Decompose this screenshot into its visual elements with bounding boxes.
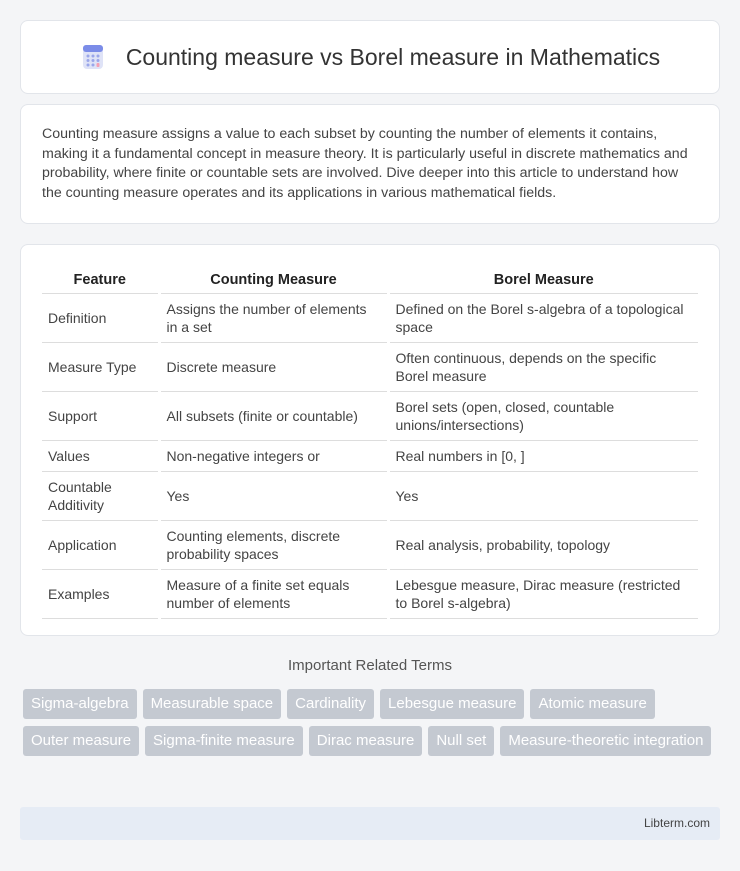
cell-borel: Lebesgue measure, Dirac measure (restricted to Borel s-algebra) (388, 569, 698, 618)
intro-card (20, 104, 720, 224)
table-header-row (42, 265, 698, 293)
comparison-card (20, 244, 720, 636)
cell-counting: Counting elements, discrete probability spaces (159, 520, 388, 569)
term-tag[interactable]: Sigma-algebra (23, 689, 137, 719)
page-title: Counting measure vs Borel measure in Mathematics (125, 43, 661, 70)
cell-borel: Yes (388, 471, 698, 520)
table-row (42, 293, 698, 342)
term-tag[interactable]: Dirac measure (309, 726, 423, 756)
table-row (42, 471, 698, 520)
term-tag[interactable]: Atomic measure (530, 689, 654, 719)
term-tag[interactable]: Outer measure (23, 726, 139, 756)
footer (20, 807, 720, 840)
term-tag[interactable]: Lebesgue measure (380, 689, 524, 719)
table-row (42, 440, 698, 471)
intro-paragraph: Counting measure assigns a value to each subset by counting the number of elements it contains, making it a fundamental concept in measure theory. It is particularly useful in discrete mathematics and probability, where finite or countable sets are involved. Dive deeper into this article to understand how the counting measure operates and its applications in various mathematical fields. (42, 126, 688, 201)
header-counting: Counting Measure (159, 265, 388, 293)
term-tag[interactable]: Sigma-finite measure (145, 726, 303, 756)
cell-feature: Support (42, 391, 159, 440)
cell-counting: Non-negative integers or (159, 440, 388, 471)
calculator-icon (80, 44, 106, 70)
cell-feature: Values (42, 440, 159, 471)
term-tag[interactable]: Cardinality (287, 689, 374, 719)
term-tag[interactable]: Measurable space (143, 689, 282, 719)
related-terms-list (23, 689, 713, 756)
header-borel: Borel Measure (388, 265, 698, 293)
cell-feature: Countable Additivity (42, 471, 159, 520)
term-tag[interactable]: Null set (428, 726, 494, 756)
header-feature: Feature (42, 265, 159, 293)
cell-feature: Examples (42, 569, 159, 618)
cell-feature: Measure Type (42, 342, 159, 391)
table-row (42, 569, 698, 618)
cell-feature: Application (42, 520, 159, 569)
table-row (42, 391, 698, 440)
cell-counting: All subsets (finite or countable) (159, 391, 388, 440)
related-terms-title: Important Related Terms (288, 657, 452, 674)
cell-counting: Yes (159, 471, 388, 520)
footer-site-link[interactable]: Libterm.com (643, 816, 710, 830)
title-card (20, 20, 720, 94)
cell-borel: Often continuous, depends on the specific Borel measure (388, 342, 698, 391)
cell-borel: Defined on the Borel s-algebra of a topological space (388, 293, 698, 342)
cell-counting: Discrete measure (159, 342, 388, 391)
table-row (42, 520, 698, 569)
cell-borel: Real numbers in [0, ] (388, 440, 698, 471)
cell-counting: Assigns the number of elements in a set (159, 293, 388, 342)
cell-borel: Borel sets (open, closed, countable unions/intersections) (388, 391, 698, 440)
cell-counting: Measure of a finite set equals number of elements (159, 569, 388, 618)
cell-borel: Real analysis, probability, topology (388, 520, 698, 569)
term-tag[interactable]: Measure-theoretic integration (500, 726, 711, 756)
comparison-table (42, 265, 698, 619)
cell-feature: Definition (42, 293, 159, 342)
table-row (42, 342, 698, 391)
